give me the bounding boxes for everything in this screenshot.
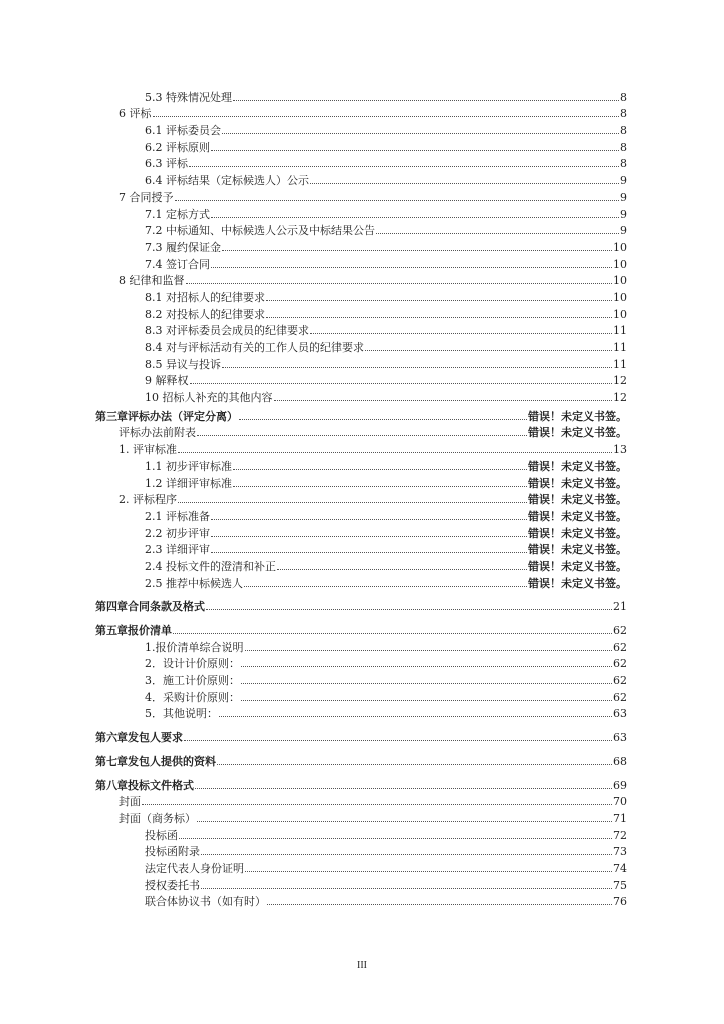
toc-entry-page: 74 (613, 861, 627, 875)
toc-entry-title: 4．采购计价原则： (145, 690, 240, 704)
toc-entry-page: 62 (613, 640, 627, 654)
toc-entry-page: 9 (620, 207, 627, 221)
toc-entry-title: 2.4 投标文件的澄清和补正 (145, 559, 276, 573)
toc-entry-page: 10 (613, 257, 627, 271)
toc-entry-page: 62 (613, 624, 627, 637)
toc-entry-title: 2.5 推荐中标候选人 (145, 576, 243, 590)
toc-entry-title: 8.3 对评标委员会成员的纪律要求 (145, 324, 309, 338)
toc-entry[interactable] (95, 843, 627, 860)
toc-leader-dots (310, 333, 612, 334)
toc-entry[interactable] (95, 524, 627, 541)
toc-entry-page: 72 (613, 828, 627, 842)
toc-entry-title: 封面（商务标） (119, 811, 196, 825)
toc-entry[interactable] (95, 355, 627, 372)
toc-entry[interactable] (95, 574, 627, 591)
toc-entry-page: 8 (620, 140, 627, 154)
toc-entry-title: 7.2 中标通知、中标候选人公示及中标结果公告 (145, 224, 375, 238)
toc-entry-title: 7.1 定标方式 (145, 207, 210, 221)
toc-entry-page: 73 (613, 845, 627, 859)
toc-leader-dots (197, 821, 612, 822)
toc-entry[interactable] (95, 507, 627, 524)
toc-leader-dots (266, 300, 612, 301)
toc-entry-page: 11 (613, 357, 627, 371)
toc-entry-title: 6.4 评标结果（定标候选人）公示 (145, 174, 309, 188)
toc-leader-dots (241, 666, 612, 667)
toc-bookmark-error: 错误！未定义书签。 (528, 576, 627, 590)
toc-entry-title: 法定代表人身份证明 (145, 861, 244, 875)
toc-leader-dots (244, 586, 527, 587)
toc-entry[interactable] (95, 205, 627, 222)
toc-leader-dots (186, 283, 613, 284)
toc-entry-page: 11 (613, 341, 627, 354)
toc-entry-page: 9 (620, 174, 627, 188)
toc-leader-dots (211, 267, 612, 268)
toc-entry[interactable] (95, 88, 627, 105)
toc-entry[interactable] (95, 138, 627, 155)
toc-leader-dots (175, 200, 620, 201)
toc-leader-dots (233, 469, 527, 470)
toc-entry-title: 1.2 详细评审标准 (145, 476, 232, 490)
toc-entry[interactable] (95, 305, 627, 322)
toc-entry-page: 68 (613, 754, 627, 768)
toc-entry[interactable] (95, 121, 627, 138)
toc-entry-title: 第八章投标文件格式 (95, 778, 194, 792)
toc-entry[interactable] (95, 440, 627, 457)
toc-leader-dots (189, 166, 619, 167)
toc-entry[interactable] (95, 728, 627, 745)
toc-entry[interactable] (95, 407, 627, 424)
toc-leader-dots (211, 519, 527, 520)
toc-leader-dots (201, 854, 612, 855)
toc-entry[interactable] (95, 188, 627, 205)
toc-entry-title: 8.2 对投标人的纪律要求 (145, 307, 265, 321)
toc-entry-title: 1.报价清单综合说明 (145, 640, 244, 654)
toc-entry[interactable] (95, 876, 627, 893)
toc-entry[interactable] (95, 171, 627, 188)
toc-entry-title: 5．其他说明： (145, 707, 218, 721)
toc-entry-title: 8.1 对招标人的纪律要求 (145, 290, 265, 304)
toc-leader-dots (277, 569, 527, 570)
toc-bookmark-error: 错误！未定义书签。 (528, 509, 627, 523)
toc-entry-title: 授权委托书 (145, 878, 200, 892)
toc-entry-page: 8 (620, 107, 627, 121)
toc-entry-page: 21 (613, 600, 627, 614)
toc-leader-dots (219, 716, 612, 717)
toc-bookmark-error: 错误！未定义书签。 (528, 426, 627, 440)
toc-leader-dots (195, 788, 612, 789)
toc-entry-title: 6.1 评标委员会 (145, 124, 221, 138)
toc-leader-dots (179, 838, 612, 839)
toc-entry-page: 11 (613, 324, 627, 338)
toc-entry-title: 9 解释权 (145, 374, 189, 388)
toc-entry-title: 8.4 对与评标活动有关的工作人员的纪律要求 (145, 341, 364, 354)
toc-leader-dots (241, 683, 612, 684)
toc-entry-page: 10 (613, 240, 627, 254)
toc-entry[interactable] (95, 155, 627, 172)
toc-entry-title: 8 纪律和监督 (119, 274, 185, 288)
toc-entry-page: 8 (620, 157, 627, 171)
toc-bookmark-error: 错误！未定义书签。 (528, 493, 627, 507)
toc-entry-page: 63 (613, 731, 627, 745)
toc-entry-title: 第三章评标办法（评定分离） (95, 409, 238, 423)
toc-leader-dots (245, 650, 613, 651)
toc-bookmark-error: 错误！未定义书签。 (528, 409, 627, 423)
toc-entry-page: 70 (613, 795, 627, 809)
toc-entry-title: 8.5 异议与投诉 (145, 357, 221, 371)
toc-leader-dots (211, 217, 619, 218)
toc-entry[interactable] (95, 705, 627, 722)
toc-entry-title: 5.3 特殊情况处理 (145, 90, 232, 104)
toc-entry-title: 2.3 详细评审 (145, 543, 210, 557)
toc-entry-title: 评标办法前附表 (119, 426, 196, 440)
toc-bookmark-error: 错误！未定义书签。 (528, 526, 627, 540)
toc-leader-dots (274, 400, 613, 401)
toc-leader-dots (197, 435, 527, 436)
toc-entry-title: 6.2 评标原则 (145, 140, 210, 154)
toc-entry-title: 10 招标人补充的其他内容 (145, 391, 273, 405)
toc-leader-dots (266, 317, 612, 318)
page-footer-number: III (357, 960, 367, 971)
toc-leader-dots (310, 183, 619, 184)
toc-leader-dots (173, 633, 612, 634)
toc-entry[interactable] (95, 776, 627, 793)
toc-leader-dots (233, 100, 619, 101)
toc-bookmark-error: 错误！未定义书签。 (528, 476, 627, 490)
toc-entry[interactable] (95, 255, 627, 272)
toc-entry-title: 2．设计计价原则： (145, 657, 240, 671)
toc-entry-title: 联合体协议书（如有时） (145, 895, 266, 909)
toc-entry-title: 6.3 评标 (145, 157, 188, 171)
toc-leader-dots (153, 116, 620, 117)
toc-entry[interactable] (95, 238, 627, 255)
toc-leader-dots (190, 383, 613, 384)
toc-entry[interactable] (95, 541, 627, 558)
toc-entry[interactable] (95, 105, 627, 122)
table-of-contents (95, 88, 627, 909)
toc-leader-dots (142, 804, 612, 805)
toc-entry[interactable] (95, 655, 627, 672)
toc-entry-title: 第七章发包人提供的资料 (95, 754, 216, 768)
toc-entry-page: 62 (613, 674, 627, 688)
toc-leader-dots (217, 764, 612, 765)
toc-entry[interactable] (95, 557, 627, 574)
toc-entry[interactable] (95, 474, 627, 491)
toc-entry[interactable] (95, 688, 627, 705)
toc-entry[interactable] (95, 598, 627, 615)
toc-entry[interactable] (95, 671, 627, 688)
toc-entry[interactable] (95, 859, 627, 876)
toc-entry-title: 2. 评标程序 (119, 493, 177, 507)
toc-entry-page: 10 (613, 274, 627, 288)
toc-leader-dots (206, 609, 612, 610)
toc-entry[interactable] (95, 752, 627, 769)
toc-entry-title: 2.2 初步评审 (145, 526, 210, 540)
toc-entry-page: 10 (613, 290, 627, 304)
toc-leader-dots (245, 871, 612, 872)
toc-entry-page: 8 (620, 90, 627, 104)
toc-entry[interactable] (95, 621, 627, 638)
toc-entry-page: 12 (613, 391, 627, 405)
toc-entry-page: 10 (613, 307, 627, 321)
toc-entry-page: 8 (620, 124, 627, 138)
toc-bookmark-error: 错误！未定义书签。 (528, 459, 627, 473)
toc-entry-page: 9 (620, 190, 627, 204)
toc-leader-dots (222, 250, 612, 251)
toc-leader-dots (222, 367, 612, 368)
toc-entry[interactable] (95, 388, 627, 405)
toc-entry[interactable] (95, 372, 627, 389)
toc-leader-dots (211, 552, 527, 553)
toc-entry-title: 6 评标 (119, 107, 152, 121)
toc-entry-page: 69 (613, 778, 627, 792)
toc-entry[interactable] (95, 893, 627, 910)
toc-entry-title: 第六章发包人要求 (95, 731, 183, 745)
toc-entry[interactable] (95, 222, 627, 239)
toc-entry-title: 7.4 签订合同 (145, 257, 210, 271)
toc-entry-title: 第五章报价清单 (95, 624, 172, 637)
toc-entry[interactable] (95, 457, 627, 474)
toc-entry[interactable] (95, 338, 627, 355)
toc-entry-page: 13 (613, 443, 627, 457)
toc-leader-dots (376, 233, 619, 234)
toc-entry-title: 第四章合同条款及格式 (95, 600, 205, 614)
toc-entry-title: 7.3 履约保证金 (145, 240, 221, 254)
toc-leader-dots (267, 904, 612, 905)
toc-entry-title: 1. 评审标准 (119, 443, 177, 457)
toc-entry[interactable] (95, 288, 627, 305)
toc-entry-title: 1.1 初步评审标准 (145, 459, 232, 473)
toc-entry-page: 62 (613, 657, 627, 671)
toc-leader-dots (201, 888, 612, 889)
toc-leader-dots (211, 150, 619, 151)
toc-entry[interactable] (95, 638, 627, 655)
toc-leader-dots (233, 486, 527, 487)
toc-entry[interactable] (95, 826, 627, 843)
toc-entry[interactable] (95, 491, 627, 508)
toc-leader-dots (178, 452, 612, 453)
toc-entry-title: 投标函附录 (145, 845, 200, 859)
toc-entry[interactable] (95, 793, 627, 810)
toc-entry-page: 12 (613, 374, 627, 388)
toc-leader-dots (222, 133, 619, 134)
toc-leader-dots (239, 419, 527, 420)
toc-entry-title: 投标函 (145, 828, 178, 842)
toc-entry[interactable] (95, 809, 627, 826)
toc-entry[interactable] (95, 272, 627, 289)
toc-leader-dots (365, 350, 612, 351)
toc-entry-page: 9 (620, 224, 627, 238)
toc-entry-title: 2.1 评标准备 (145, 509, 210, 523)
toc-entry[interactable] (95, 322, 627, 339)
toc-leader-dots (211, 536, 527, 537)
toc-leader-dots (178, 502, 527, 503)
toc-entry-page: 75 (613, 878, 627, 892)
toc-entry-page: 62 (613, 690, 627, 704)
toc-entry-page: 76 (613, 895, 627, 909)
toc-entry-page: 71 (613, 811, 627, 825)
toc-bookmark-error: 错误！未定义书签。 (528, 543, 627, 557)
toc-entry[interactable] (95, 424, 627, 441)
toc-bookmark-error: 错误！未定义书签。 (528, 559, 627, 573)
toc-leader-dots (241, 700, 612, 701)
toc-entry-title: 封面 (119, 795, 141, 809)
toc-leader-dots (184, 740, 612, 741)
toc-entry-title: 3．施工计价原则： (145, 674, 240, 688)
toc-entry-title: 7 合同授予 (119, 190, 174, 204)
toc-entry-page: 63 (613, 707, 627, 721)
